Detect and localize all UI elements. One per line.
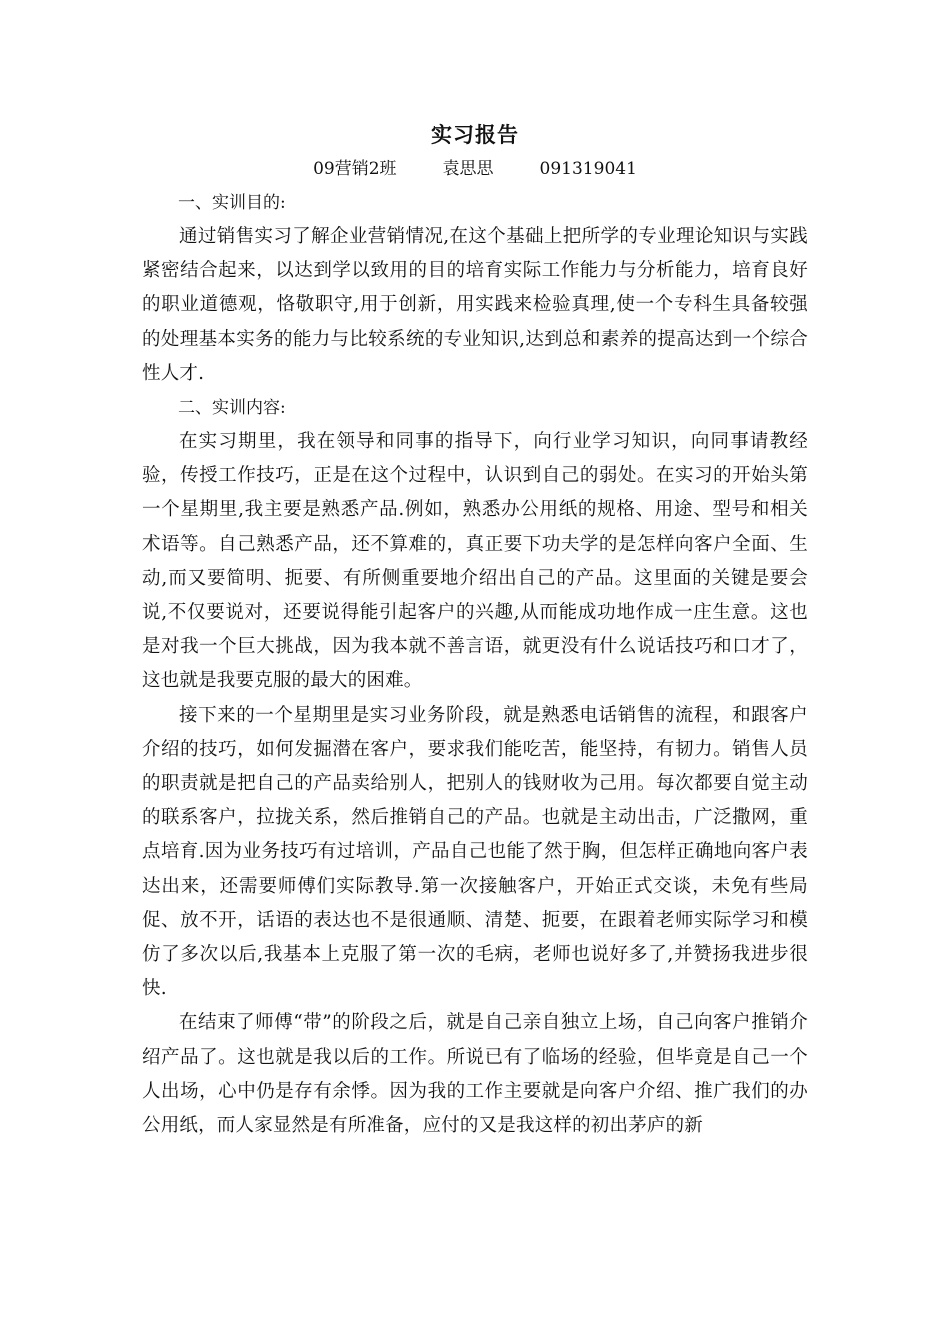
class-name: 09营销2班 — [313, 159, 397, 179]
section-heading: 一、实训目的: — [178, 193, 286, 213]
section-heading: 二、实训内容: — [178, 398, 286, 419]
paragraph: 通过销售实习了解企业营销情况,在这个基础上把所学的专业理论知识与实践紧密结合起来，以达到学以致用的目的培育实际工作能力与分析能力，培育良好的职业道德观，恪敬职守,用于创新，用实践来检验真理,使一个专科生具备较强的处理基本实务的能力与比较系统的专业知识,达到总和素养的提高达到一个综合性人才. — [142, 226, 808, 384]
page-title: 实习报告 — [431, 123, 519, 147]
author-info — [142, 152, 808, 186]
paragraph: 接下来的一个星期里是实习业务阶段，就是熟悉电话销售的流程，和跟客户介绍的技巧，如何发掘潜在客户，要求我们能吃苦，能坚持，有韧力。销售人员的职责就是把自己的产品卖给别人，把别人的钱财收为己用。每次都要自觉主动的联系客户，拉拢关系，然后推销自己的产品。也就是主动出击，广泛撒网，重点培育.因为业务技巧有过培训，产品自己也能了然于胸，但怎样正确地向客户表达出来，还需要师傅们实际教导.第一次接触客户，开始正式交谈，未免有些局促、放不开，话语的表达也不是很通顺、清楚、扼要，在跟着老师实际学习和模仿了多次以后,我基本上克服了第一次的毛病，老师也说好多了,并赞扬我进步很快. — [142, 704, 808, 1000]
student-name: 袁思思 — [442, 159, 494, 179]
section-training-purpose — [142, 186, 808, 391]
paragraph: 在实习期里，我在领导和同事的指导下，向行业学习知识，向同事请教经验，传授工作技巧，正是在这个过程中，认识到自己的弱处。在实习的开始头第一个星期里,我主要是熟悉产品.例如，熟悉办公用纸的规格、用途、型号和相关术语等。自己熟悉产品，还不算难的，真正要下功夫学的是怎样向客户全面、生动,而又要简明、扼要、有所侧重要地介绍出自己的产品。这里面的关键是要会说,不仅要说对，还要说得能引起客户的兴趣,从而能成功地作成一庄生意。这也是对我一个巨大挑战，因为我本就不善言语，就更没有什么说话技巧和口才了，这也就是我要克服的最大的困难。 — [142, 431, 808, 692]
section-training-content — [142, 391, 808, 1143]
paragraph: 在结束了师傅“带”的阶段之后，就是自己亲自独立上场，自己向客户推销介绍产品了。这也就是我以后的工作。所说已有了临场的经验，但毕竟是自己一个人出场，心中仍是存有余悸。因为我的工作主要就是向客户介绍、推广我们的办公用纸，而人家显然是有所准备，应付的又是我这样的初出茅庐的新 — [142, 1012, 808, 1137]
student-id: 091319041 — [539, 159, 637, 179]
